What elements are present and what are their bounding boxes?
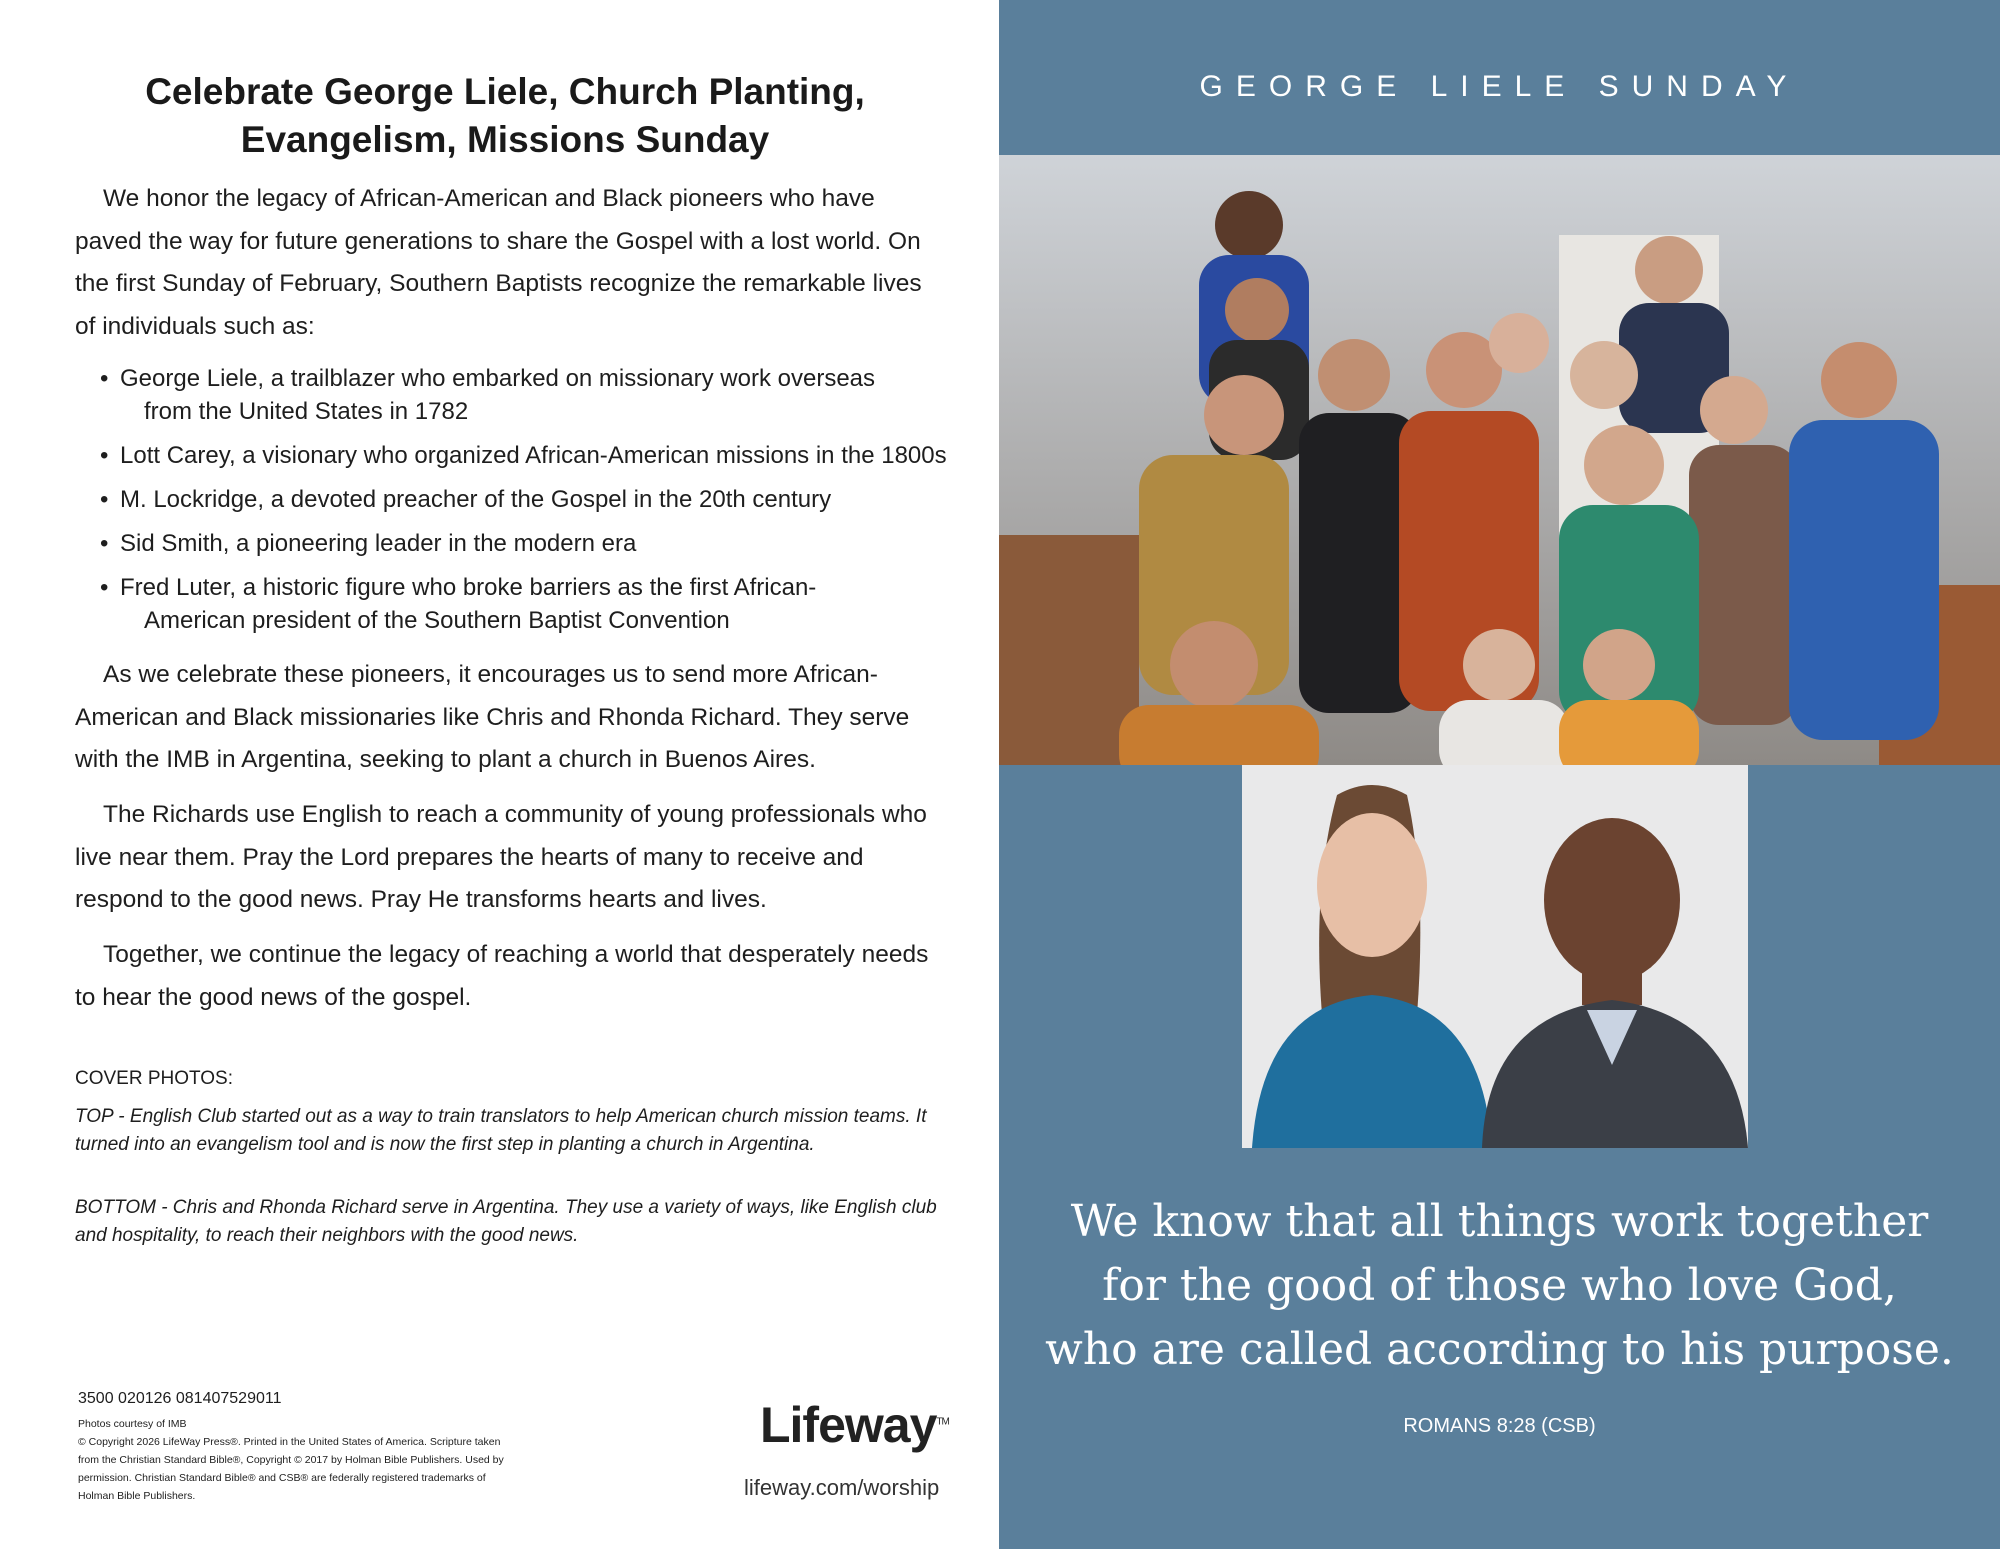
left-panel bbox=[0, 0, 999, 1549]
cover-photo-bottom-caption: BOTTOM - Chris and Rhonda Richard serve in Argentina. They use a variety of ways, like English club and hospitality, to reach their neighbors with the good news. bbox=[75, 1197, 937, 1246]
intro-paragraph: We honor the legacy of African-American and Black pioneers who have paved the way for future generations to share the Gospel with a lost world. On the first Sunday of February, Southern Baptists recognize the remarkable lives of individuals such as: bbox=[75, 185, 922, 340]
legacy-paragraph: Together, we continue the legacy of reaching a world that desperately needs to hear the good news of the gospel. bbox=[75, 941, 929, 1011]
title-line-1: Celebrate George Liele, Church Planting, bbox=[145, 71, 865, 112]
scripture-quote bbox=[999, 1190, 2000, 1382]
list-item-line: • Sid Smith, a pioneering leader in the modern era bbox=[120, 530, 637, 557]
couple-photo-illustration bbox=[1242, 765, 1748, 1148]
website-link[interactable]: lifeway.com/worship bbox=[744, 1475, 940, 1500]
cover-photo-top-caption: TOP - English Club started out as a way to train translators to help American church mission teams. It turned into an evangelism tool and is now the first step in planting a church in Argentina. bbox=[75, 1106, 927, 1155]
copyright-fine-print: Photos courtesy of IMB © Copyright 2026 LifeWay Press®. Printed in the United States of America. Scripture taken from the Christian Standard Bible®, Copyright © 2017 by Holman Bible Publishers. Used by permission. Christian Standard Bible® and CSB® are federally registered trademarks of Holman Bible Publishers. bbox=[78, 1418, 504, 1502]
title-line-2: Evangelism, Missions Sunday bbox=[240, 119, 770, 160]
list-item bbox=[100, 439, 960, 472]
list-item bbox=[100, 483, 960, 516]
scripture-reference: ROMANS 8:28 (CSB) bbox=[1403, 1415, 1596, 1437]
list-item-line: from the United States in 1782 bbox=[144, 398, 469, 425]
quote-line-1: We know that all things work together bbox=[1070, 1196, 1929, 1247]
page-title bbox=[60, 68, 950, 164]
list-item-line: • M. Lockridge, a devoted preacher of the Gospel in the 20th century bbox=[120, 486, 832, 513]
list-item-line: • George Liele, a trailblazer who embarked on missionary work overseas bbox=[120, 365, 876, 392]
cover-photos-heading: COVER PHOTOS: bbox=[75, 1068, 234, 1089]
celebrate-paragraph: As we celebrate these pioneers, it encourages us to send more African-American and Black missionaries like Chris and Rhonda Richard. They serve with the IMB in Argentina, seeking to plant a church in Buenos Aires. bbox=[75, 661, 910, 773]
couple-photo bbox=[1242, 765, 1748, 1148]
list-item-line: • Lott Carey, a visionary who organized African-American missions in the 1800s bbox=[120, 442, 947, 469]
richards-paragraph: The Richards use English to reach a community of young professionals who live near them. Pray the Lord prepares the hearts of many to receive and respond to the good news. Pray He transforms hearts and lives. bbox=[75, 801, 927, 913]
right-panel bbox=[999, 0, 2000, 1549]
lifeway-logo bbox=[760, 1396, 949, 1454]
pioneer-list bbox=[100, 362, 960, 648]
group-photo-illustration bbox=[999, 155, 2000, 765]
list-item-line: • Fred Luter, a historic figure who broke barriers as the first African- bbox=[120, 574, 817, 601]
quote-line-3: who are called according to his purpose. bbox=[1045, 1324, 1954, 1375]
list-item bbox=[100, 571, 960, 637]
group-photo bbox=[999, 155, 2000, 765]
list-item bbox=[100, 362, 960, 428]
logo-text: Lifeway bbox=[760, 1397, 937, 1453]
list-item bbox=[100, 527, 960, 560]
quote-line-2: for the good of those who love God, bbox=[1102, 1260, 1897, 1311]
product-code: 3500 020126 081407529011 bbox=[78, 1390, 282, 1407]
cover-title: GEORGE LIELE SUNDAY bbox=[1199, 70, 1800, 103]
list-item-line: American president of the Southern Baptist Convention bbox=[144, 607, 730, 634]
logo-trademark: TM bbox=[936, 1416, 949, 1428]
